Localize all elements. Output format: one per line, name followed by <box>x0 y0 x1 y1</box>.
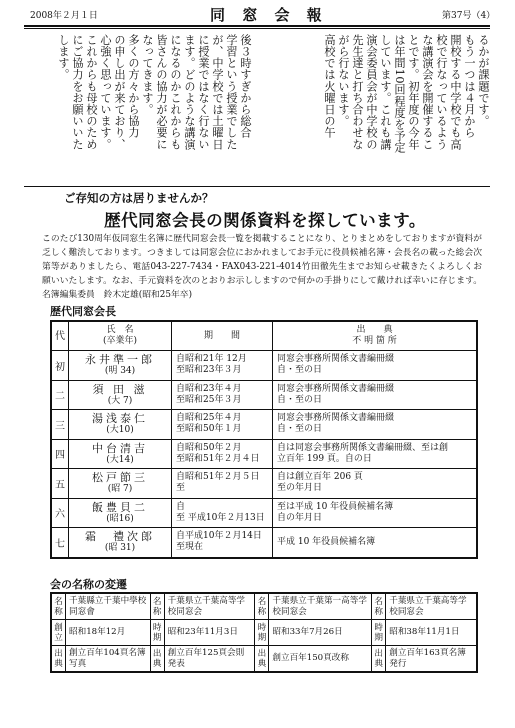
vertical-text-column: 心強く思っています。 <box>99 34 112 150</box>
period-line: 自昭和21年 12月 <box>176 354 247 365</box>
source-2: 創立百年125頁会則発表 <box>164 646 255 673</box>
source-1: 創立百年104頁名簿写真 <box>66 646 151 673</box>
president-name-cell <box>69 410 172 440</box>
vertical-text-column: 開校する中学校でも高 <box>449 34 462 150</box>
table-row <box>51 498 477 528</box>
source-line: 自は創立百年 206 頁 <box>277 472 363 483</box>
header-date: 2008年２月１日 <box>30 11 98 21</box>
president-name: 中台清吉 <box>92 441 148 455</box>
vertical-text-left-block <box>30 34 252 180</box>
president-grad-year: (昭 7) <box>107 484 133 495</box>
table-row <box>51 469 477 499</box>
presidents-header-row <box>51 321 477 351</box>
president-name-cell <box>69 351 172 381</box>
president-source <box>273 380 478 410</box>
source-line: 至は平成 10 年役員候補名簿 <box>277 501 394 512</box>
source-line: 自・至の日 <box>277 365 323 376</box>
president-period <box>172 469 273 499</box>
president-name: 湯浅泰仁 <box>92 412 148 426</box>
president-period <box>172 410 273 440</box>
col-year-label: (卒業年) <box>102 336 138 346</box>
president-grad-year: (昭16) <box>106 513 134 524</box>
president-name-cell <box>69 469 172 499</box>
source-line: 同窓会事務所関係文書編冊綴 <box>277 383 395 394</box>
name-2: 千葉県立千葉高等学校同窓会 <box>164 593 255 620</box>
president-name-cell <box>69 439 172 469</box>
header-rule-thin <box>24 28 490 29</box>
label-source: 出典 <box>150 646 164 673</box>
col-name <box>69 321 172 351</box>
period-line: 至昭和51年２月４日 <box>176 453 260 464</box>
article-title: 歴代同窓会長の関係資料を探しています。 <box>104 211 426 230</box>
date-2: 昭和23年11月3日 <box>164 620 255 646</box>
header-rule <box>24 25 490 27</box>
label-period: 時期 <box>255 620 269 646</box>
table-row <box>51 439 477 469</box>
president-grad-year: (大10) <box>106 425 134 436</box>
president-name: 松戸節三 <box>92 471 148 485</box>
president-gen: 三 <box>51 410 69 440</box>
vertical-text-column: は年間10回程度を予定 <box>393 34 406 154</box>
president-period <box>172 351 273 381</box>
article-subtitle: ご存知の方は居りませんか？ <box>64 191 214 205</box>
date-row <box>51 620 477 646</box>
president-grad-year: (大 7) <box>107 395 133 406</box>
col-name-label: 氏 名 <box>106 325 134 335</box>
label-established: 創立 <box>51 620 66 646</box>
president-period <box>172 439 273 469</box>
vertical-text-column: これからも母校のため <box>85 34 98 150</box>
vertical-text-column: が、中学校では土曜日 <box>211 34 224 150</box>
president-source <box>273 528 478 558</box>
vertical-text-column: がら行ないます。 <box>337 34 350 127</box>
source-line: 同窓会事務所関係文書編冊綴 <box>277 354 395 365</box>
vertical-text-column: とです。初年度の今年 <box>407 34 420 150</box>
label-name: 名称 <box>150 593 164 620</box>
label-period: 時期 <box>372 620 386 646</box>
period-line: 至昭和23年３月 <box>176 365 242 376</box>
section-divider <box>24 186 490 187</box>
vertical-text-column: 多くの方々から協力 <box>127 34 140 139</box>
name-changes-heading: 会の名称の変遷 <box>50 578 127 591</box>
president-period <box>172 528 273 558</box>
source-line: 自・至の日 <box>277 394 323 405</box>
president-gen: 初 <box>51 351 69 381</box>
president-name: 永井準一郎 <box>85 353 155 367</box>
vertical-text-column: 先生達と打ち合わせな <box>351 34 364 150</box>
col-period: 期 間 <box>172 321 273 351</box>
period-line: 自平成10年２月14日 <box>176 531 262 542</box>
president-period <box>172 380 273 410</box>
issue-number: 第37号（4） <box>442 11 496 21</box>
source-line: 自・至の日 <box>277 424 323 435</box>
source-line: 平成 10 年役員候補名簿 <box>277 536 376 547</box>
label-source: 出典 <box>51 646 66 673</box>
vertical-text-column: な講演会を開催するこ <box>421 34 434 150</box>
vertical-text-column: します。 <box>57 34 70 81</box>
president-source <box>273 439 478 469</box>
president-source <box>273 351 478 381</box>
source-4: 創立百年163頁名簿発行 <box>386 646 477 673</box>
president-period <box>172 498 273 528</box>
vertical-text-column: しています。これも講 <box>379 34 392 150</box>
period-line: 自 <box>176 501 186 512</box>
presidents-table <box>50 320 478 559</box>
table-row <box>51 528 477 558</box>
source-line: 立百年 199 頁。自の日 <box>277 453 372 464</box>
vertical-text-column: 皆さんの協力が必要に <box>155 34 168 150</box>
vertical-text-column: ます。どのような講演 <box>183 34 196 150</box>
date-3: 昭和33年7月26日 <box>269 620 372 646</box>
name-row <box>51 593 477 620</box>
president-source <box>273 469 478 499</box>
label-source: 出典 <box>255 646 269 673</box>
label-name: 名称 <box>51 593 66 620</box>
vertical-text-column: の申し出が来ており、 <box>113 34 126 150</box>
label-period: 時期 <box>150 620 164 646</box>
president-source <box>273 410 478 440</box>
period-line: 自昭和23年４月 <box>176 383 242 394</box>
president-gen: 七 <box>51 528 69 558</box>
president-gen: 二 <box>51 380 69 410</box>
source-line: 至の年月日 <box>277 483 323 494</box>
name-1: 千葉縣立千葉中學校同窓會 <box>66 593 151 620</box>
vertical-text-column: もう一つは４月から <box>463 34 476 139</box>
vertical-text-column: なってきます。 <box>141 34 154 116</box>
president-name-cell <box>69 498 172 528</box>
vertical-text-column: 後３時すぎから総合 <box>239 34 252 139</box>
president-gen: 五 <box>51 469 69 499</box>
period-line: 至昭和50年１月 <box>176 424 242 435</box>
period-line: 自昭和51年２月５日 <box>176 472 260 483</box>
label-name: 名称 <box>372 593 386 620</box>
vertical-text-column: 校で行なっているよう <box>435 34 448 150</box>
vertical-text-column: 学習という授業でした <box>225 34 238 150</box>
period-line: 自昭和25年４月 <box>176 413 242 424</box>
vertical-text-column: に授業ではなく行ない <box>197 34 210 150</box>
table-row <box>51 380 477 410</box>
vertical-text-column: 演会委員会が中学校の <box>365 34 378 150</box>
table-row <box>51 351 477 381</box>
presidents-heading: 歴代同窓会長 <box>50 305 116 318</box>
president-name-cell <box>69 528 172 558</box>
vertical-text-column: 高校では火曜日の午 <box>323 34 336 139</box>
period-line: 至 平成10年２月13日 <box>176 512 265 523</box>
president-source <box>273 498 478 528</box>
president-gen: 六 <box>51 498 69 528</box>
newsletter-title: 同 窓 会 報 <box>210 6 328 24</box>
label-name: 名称 <box>255 593 269 620</box>
col-source-sub: 不 明 箇 所 <box>352 336 397 346</box>
date-1: 昭和18年12月 <box>66 620 151 646</box>
president-grad-year: (大14) <box>106 454 134 465</box>
president-name-cell <box>69 380 172 410</box>
vertical-text-column: にご協力をお願いいた <box>71 34 84 150</box>
period-line: 至現在 <box>176 542 204 553</box>
president-name: 霜 禮次郎 <box>85 530 155 544</box>
col-gen: 代 <box>51 321 69 351</box>
president-grad-year: (明 34) <box>104 366 136 377</box>
date-4: 昭和38年11月1日 <box>386 620 477 646</box>
period-line: 至 <box>176 483 186 494</box>
period-line: 至昭和25年３月 <box>176 394 242 405</box>
label-source: 出典 <box>372 646 386 673</box>
vertical-text-column: になるのかこれからも <box>169 34 182 150</box>
name-4: 千葉県立千葉高等学校同窓会 <box>386 593 477 620</box>
period-line: 自昭和50年２月 <box>176 442 242 453</box>
source-line: 自は同窓会事務所関係文書編冊綴、至は創 <box>277 442 449 453</box>
source-line: 同窓会事務所関係文書編冊綴 <box>277 413 395 424</box>
source-3: 創立百年150頁改称 <box>269 646 372 673</box>
president-gen: 四 <box>51 439 69 469</box>
name-3: 千葉県立千葉第一高等学校同窓会 <box>269 593 372 620</box>
table-row <box>51 410 477 440</box>
source-row <box>51 646 477 673</box>
source-line: 自の年月日 <box>277 512 323 523</box>
col-source <box>273 321 478 351</box>
president-name: 須 田 滋 <box>92 382 148 396</box>
president-grad-year: (昭 31) <box>104 543 136 554</box>
name-changes-table <box>50 592 478 673</box>
vertical-text-column: るかが課題です。 <box>477 34 490 127</box>
col-source-label: 出 典 <box>356 325 393 335</box>
article-intro: このたび130周年仮同窓生名簿に歴代同窓会長一覧を掲載することになり、とりまとめをしておりますが資料が乏しく難渋しております。つきましては同窓会位におかれましてお手元に役員候補名簿・会長名の載った総会次第等がありましたら、電話043-227-7434・FAX043-221-4014竹田徹先生までお知らせ載きたくよろしくお願いいたします。なお、手元資料を次のとおりお示ししますので何かの手掛りにして戴ければ幸いに存じます。 名簿編集委員 鈴木定雄(昭和25年卒) <box>42 234 482 300</box>
president-name: 飯豊貝二 <box>92 500 148 514</box>
vertical-text-right-block <box>258 34 490 180</box>
